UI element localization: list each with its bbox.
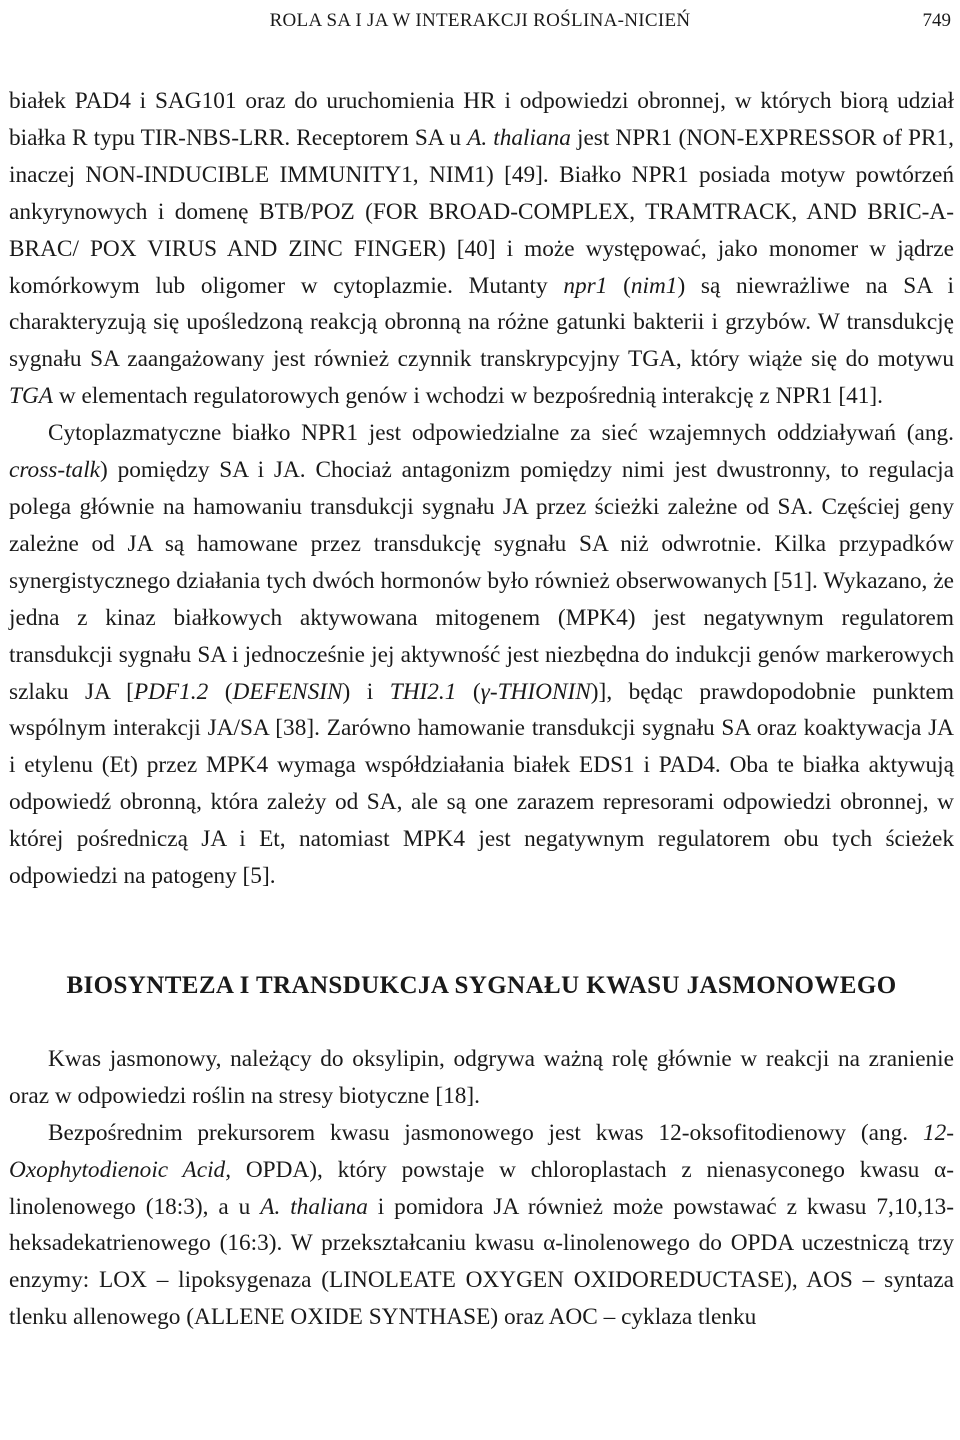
- italic-run: 12-Oxophytodienoic Acid,: [9, 1119, 954, 1183]
- text-run: Cytoplazmatyczne białko NPR1 jest odpowiedzialne za sieć wzajemnych oddziaływań (ang.: [48, 420, 954, 447]
- text-run: ) są niewrażliwe na SA i charakteryzują się upośledzoną reakcją obronną na różne gatunki bakterii i grzybów. W transdukcję sygnału SA zaangażowany jest również czynnik transkrypcyjny TGA, który wiąże się do motywu: [9, 272, 954, 373]
- text-run: ) pomiędzy SA i JA. Chociaż antagonizm pomiędzy nimi jest dwustronny, to regulacja polega głównie na hamowaniu transdukcji sygnału JA przez ścieżki zależne od SA. Częściej geny zależne od JA są hamowane przez transdukcję sygnału SA niż odwrotnie. Kilka przypadków synergistycznego działania tych dwóch hormonów było również obserwowanych [51]. Wykazano, że jedna z kinaz białkowych aktywowana mitogenem (MPK4) jest negatywnym regulatorem transdukcji sygnału SA i jednocześnie jej aktywność jest niezbędna do indukcji genów markerowych szlaku JA [: [9, 457, 954, 705]
- body-text: [9, 83, 954, 1336]
- page-header: [0, 10, 960, 40]
- page-number: 749: [922, 10, 951, 31]
- paragraph: [9, 1041, 954, 1115]
- paragraph: [9, 415, 954, 895]
- italic-run: γ-THIONIN: [480, 678, 591, 705]
- text-run: ) i: [342, 678, 390, 705]
- italic-run: nim1: [630, 272, 678, 299]
- italic-run: A. thaliana: [467, 124, 571, 151]
- text-run: (: [208, 678, 233, 705]
- italic-run: DEFENSIN: [232, 678, 343, 705]
- text-run: Kwas jasmonowy, należący do oksylipin, odgrywa ważną rolę głównie w reakcji na zranienie oraz w odpowiedzi roślin na stresy biotyczne [18].: [9, 1045, 954, 1109]
- italic-run: TGA: [9, 383, 54, 410]
- italic-run: THI2.1: [389, 678, 457, 705]
- paragraph: [9, 83, 954, 415]
- text-run: jest NPR1 (NON-EXPRESSOR of PR1, inaczej NON-INDUCIBLE IMMUNITY1, NIM1) [49]. Białko NPR1 posiada motyw powtórzeń ankyrynowych i domenę BTB/POZ (FOR BROAD-COMPLEX, TRAMTRACK, AND BRIC-A-BRAC/ POX VIRUS AND ZINC FINGER) [40] i może występować, jako monomer w jądrze komórkowym lub oligomer w cytoplazmie. Mutanty: [9, 124, 954, 299]
- text-run: OPDA), który powstaje w chloroplastach z nienasyconego kwasu α-linolenowego (18:3), a u: [9, 1156, 955, 1220]
- italic-run: npr1: [563, 272, 608, 299]
- text-run: (: [456, 678, 481, 705]
- text-run: i pomidora JA również może powstawać z kwasu 7,10,13-heksadekatrienowego (16:3). W przekształcaniu kwasu α-linolenowego do OPDA uczestniczą trzy enzymy: LOX – lipoksygenaza (LINOLEATE OXYGEN OXIDOREDUCTASE), AOS – syntaza tlenku allenowego (ALLENE OXIDE SYNTHASE) oraz AOC – cyklaza tlenku: [9, 1193, 954, 1331]
- section-heading: BIOSYNTEZA I TRANSDUKCJA SYGNAŁU KWASU JASMONOWEGO: [66, 971, 897, 999]
- text-run: (: [607, 272, 631, 299]
- italic-run: PDF1.2: [133, 678, 209, 705]
- text-run: białek PAD4 i SAG101 oraz do uruchomienia HR i odpowiedzi obronnej, w których biorą udział białka R typu TIR-NBS-LRR. Receptorem SA u: [9, 88, 954, 151]
- running-title: ROLA SA I JA W INTERAKCJI ROŚLINA-NICIEŃ: [269, 10, 691, 31]
- text-run: )], będąc prawdopodobnie punktem wspólnym interakcji JA/SA [38]. Zarówno hamowanie transdukcji sygnału SA oraz koaktywacja JA i etylenu (Et) przez MPK4 wymaga współdziałania białek EDS1 i PAD4. Oba te białka aktywują odpowiedź obronną, która zależy od SA, ale są one zarazem represorami odpowiedzi obronnej, w której pośredniczą JA i Et, natomiast MPK4 jest negatywnym regulatorem obu tych ścieżek odpowiedzi na patogeny [5].: [9, 678, 954, 890]
- italic-run: A. thaliana: [260, 1193, 368, 1220]
- text-run: Bezpośrednim prekursorem kwasu jasmonowego jest kwas 12-oksofitodienowy (ang.: [48, 1119, 923, 1146]
- text-run: w elementach regulatorowych genów i wchodzi w bezpośrednią interakcję z NPR1 [41].: [53, 383, 884, 410]
- paragraph: [9, 1115, 954, 1336]
- italic-run: cross-talk: [9, 457, 101, 484]
